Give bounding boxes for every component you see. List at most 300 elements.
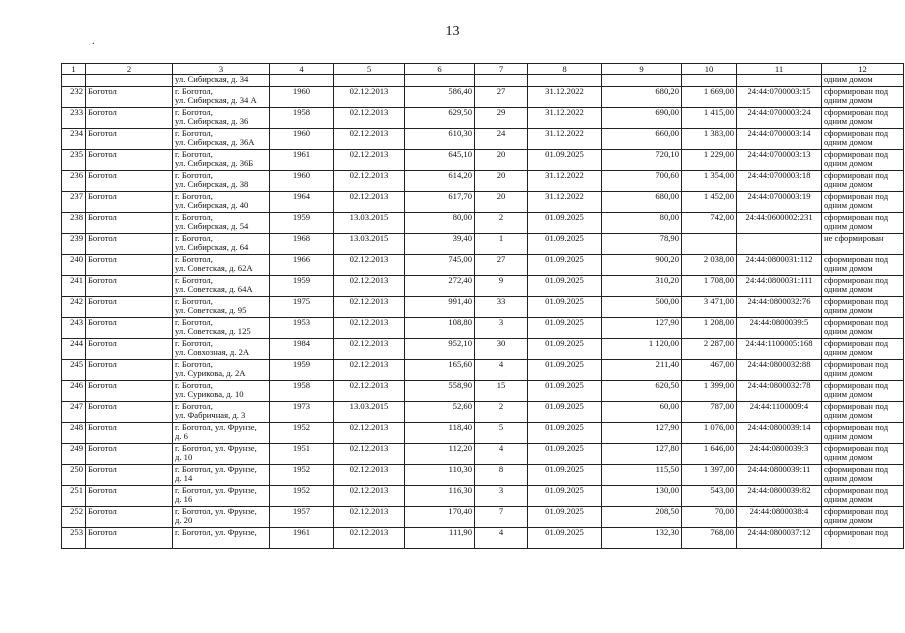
area-cell: 170,40	[405, 507, 475, 528]
row-number-cell: 244	[62, 339, 86, 360]
value-cell: 208,50	[602, 507, 682, 528]
date-cell: 02.12.2013	[334, 444, 405, 465]
address-cell	[173, 255, 270, 276]
status-line: сформирован под	[824, 296, 889, 306]
value-cell: 211,40	[602, 360, 682, 381]
area-cell: 111,90	[405, 528, 475, 549]
status-cell	[822, 318, 904, 339]
address-cell	[173, 381, 270, 402]
area-cell: 110,30	[405, 465, 475, 486]
status-line: одним домом	[824, 305, 873, 316]
address-line: ул. Сурикова, д. 10	[175, 389, 244, 400]
value-cell: 130,00	[602, 486, 682, 507]
status-line: сформирован под	[824, 380, 889, 390]
status-line: сформирован под	[824, 107, 889, 117]
row-number-cell: 243	[62, 318, 86, 339]
land-area-cell: 467,00	[682, 360, 737, 381]
cadastral-number-cell: 24:44:0800039:82	[737, 486, 822, 507]
status-cell	[822, 339, 904, 360]
status-line: одним домом	[824, 95, 873, 106]
row-number-cell: 252	[62, 507, 86, 528]
value-cell: 127,80	[602, 444, 682, 465]
column-header: 1	[62, 64, 86, 75]
year-cell: 1959	[270, 213, 334, 234]
cadastral-number-cell: 24:44:0800039:14	[737, 423, 822, 444]
year-cell: 1960	[270, 129, 334, 150]
locality-cell: Боготол	[86, 318, 173, 339]
area-cell: 165,60	[405, 360, 475, 381]
locality-cell: Боготол	[86, 486, 173, 507]
address-line: г. Боготол, ул. Фрунзе,	[175, 464, 257, 474]
year-cell: 1966	[270, 255, 334, 276]
row-number-cell: 248	[62, 423, 86, 444]
address-cell	[173, 171, 270, 192]
cadastral-number-cell: 24:44:1100005:168	[737, 339, 822, 360]
row-number-cell: 235	[62, 150, 86, 171]
address-line: ул. Советская, д. 125	[175, 326, 251, 337]
status-cell	[822, 276, 904, 297]
land-area-cell	[682, 234, 737, 255]
address-line: г. Боготол,	[175, 317, 213, 327]
status-line: сформирован под	[824, 254, 889, 264]
date-cell: 02.12.2013	[334, 171, 405, 192]
address-cell	[173, 339, 270, 360]
value-cell: 132,30	[602, 528, 682, 549]
date-cell: 02.12.2013	[334, 528, 405, 549]
table-row	[62, 318, 904, 339]
residents-cell: 2	[475, 213, 528, 234]
year-cell: 1951	[270, 444, 334, 465]
table-row	[62, 528, 904, 549]
value-cell: 720,10	[602, 150, 682, 171]
land-area-cell: 543,00	[682, 486, 737, 507]
address-line: ул. Сурикова, д. 2А	[175, 368, 246, 379]
locality-cell: Боготол	[86, 192, 173, 213]
residents-cell: 20	[475, 150, 528, 171]
date-cell: 02.12.2013	[334, 486, 405, 507]
year-cell: 1964	[270, 192, 334, 213]
table-row	[62, 192, 904, 213]
date-cell: 13.03.2015	[334, 402, 405, 423]
address-line: ул. Советская, д. 62А	[175, 263, 253, 274]
address-line: г. Боготол,	[175, 170, 213, 180]
table-row	[62, 255, 904, 276]
status-line: одним домом	[824, 116, 873, 127]
residents-cell: 20	[475, 192, 528, 213]
date-cell: 02.12.2013	[334, 507, 405, 528]
year-cell: 1952	[270, 423, 334, 444]
status-cell	[822, 108, 904, 129]
year-cell: 1958	[270, 381, 334, 402]
table-row	[62, 108, 904, 129]
status-cell	[822, 423, 904, 444]
year-cell: 1952	[270, 486, 334, 507]
status-line: не сформирован	[824, 233, 884, 243]
status-line: сформирован под	[824, 401, 889, 411]
land-area-cell: 3 471,00	[682, 297, 737, 318]
table-row	[62, 87, 904, 108]
residents-cell: 27	[475, 87, 528, 108]
status-cell	[822, 486, 904, 507]
area-cell: 108,80	[405, 318, 475, 339]
address-line: г. Боготол,	[175, 359, 213, 369]
status-line: сформирован под	[824, 128, 889, 138]
value-cell: 60,00	[602, 402, 682, 423]
row-number-cell: 247	[62, 402, 86, 423]
cadastral-number-cell: 24:44:0800032:78	[737, 381, 822, 402]
address-line: ул. Советская, д. 95	[175, 305, 247, 316]
status-cell	[822, 192, 904, 213]
residents-cell: 15	[475, 381, 528, 402]
status-cell	[822, 402, 904, 423]
area-cell: 645,10	[405, 150, 475, 171]
residents-cell: 27	[475, 255, 528, 276]
value-cell: 620,50	[602, 381, 682, 402]
housing-registry-table	[61, 63, 904, 549]
status-cell: одним домом	[822, 75, 904, 87]
cadastral-number-cell: 24:44:0800038:4	[737, 507, 822, 528]
residents-cell: 3	[475, 486, 528, 507]
address-line: ул. Сибирская, д. 54	[175, 221, 249, 232]
value-cell: 310,20	[602, 276, 682, 297]
status-cell	[822, 150, 904, 171]
address-cell	[173, 507, 270, 528]
status-line: сформирован под	[824, 212, 889, 222]
column-header: 3	[173, 64, 270, 75]
status-line: одним домом	[824, 221, 873, 232]
status-line: одним домом	[824, 431, 873, 442]
cadastral-number-cell: 24:44:0800031:111	[737, 276, 822, 297]
address-line: ул. Сибирская, д. 36Б	[175, 158, 254, 169]
residents-cell: 3	[475, 318, 528, 339]
address-cell	[173, 213, 270, 234]
address-cell	[173, 360, 270, 381]
table-row	[62, 234, 904, 255]
locality-cell: Боготол	[86, 402, 173, 423]
page-number: 13	[445, 24, 460, 39]
cadastral-number-cell: 24:44:1100009:4	[737, 402, 822, 423]
address-line: ул. Фабричная, д. 3	[175, 410, 246, 421]
status-line: одним домом	[824, 473, 873, 484]
locality-cell: Боготол	[86, 465, 173, 486]
address-cell	[173, 318, 270, 339]
area-cell: 617,70	[405, 192, 475, 213]
stray-mark: .	[92, 36, 95, 47]
address-line: г. Боготол,	[175, 296, 213, 306]
term-date-cell: 01.09.2025	[528, 360, 602, 381]
status-line: сформирован под	[824, 86, 889, 96]
locality-cell: Боготол	[86, 213, 173, 234]
year-cell: 1984	[270, 339, 334, 360]
cadastral-number-cell: 24:44:0600002:231	[737, 213, 822, 234]
date-cell: 02.12.2013	[334, 276, 405, 297]
area-cell: 610,30	[405, 129, 475, 150]
value-cell: 700,60	[602, 171, 682, 192]
land-area-cell: 742,00	[682, 213, 737, 234]
table-row	[62, 171, 904, 192]
status-cell	[822, 87, 904, 108]
term-date-cell: 31.12.2022	[528, 192, 602, 213]
address-line: г. Боготол, ул. Фрунзе,	[175, 506, 257, 516]
date-cell: 13.03.2015	[334, 213, 405, 234]
value-cell: 78,90	[602, 234, 682, 255]
row-number-cell: 239	[62, 234, 86, 255]
cadastral-number-cell: 24:44:0800037:12	[737, 528, 822, 549]
address-cell	[173, 192, 270, 213]
status-line: сформирован под	[824, 506, 889, 516]
address-line: д. 10	[175, 452, 193, 463]
value-cell: 680,00	[602, 192, 682, 213]
term-date-cell: 31.12.2022	[528, 171, 602, 192]
residents-cell: 7	[475, 507, 528, 528]
address-line: г. Боготол,	[175, 380, 213, 390]
locality-cell: Боготол	[86, 444, 173, 465]
row-number-cell: 232	[62, 87, 86, 108]
cadastral-number-cell: 24:44:0700003:13	[737, 150, 822, 171]
cadastral-number-cell: 24:44:0800031:112	[737, 255, 822, 276]
status-line: одним домом	[824, 263, 873, 274]
address-line: г. Боготол,	[175, 191, 213, 201]
address-line: д. 16	[175, 494, 193, 505]
address-line: д. 6	[175, 431, 188, 442]
land-area-cell: 1 208,00	[682, 318, 737, 339]
status-line: одним домом	[824, 200, 873, 211]
status-line: сформирован под	[824, 527, 889, 537]
row-number-cell: 236	[62, 171, 86, 192]
locality-cell: Боготол	[86, 150, 173, 171]
status-cell	[822, 297, 904, 318]
value-cell: 127,90	[602, 423, 682, 444]
value-cell: 115,50	[602, 465, 682, 486]
address-line: г. Боготол,	[175, 212, 213, 222]
area-cell: 586,40	[405, 87, 475, 108]
date-cell: 02.12.2013	[334, 318, 405, 339]
row-number-cell: 242	[62, 297, 86, 318]
table-row	[62, 507, 904, 528]
year-cell: 1975	[270, 297, 334, 318]
area-cell: 745,00	[405, 255, 475, 276]
date-cell: 02.12.2013	[334, 192, 405, 213]
status-cell	[822, 234, 904, 255]
address-line: ул. Сибирская, д. 36	[175, 116, 249, 127]
address-cell	[173, 276, 270, 297]
cadastral-number-cell: 24:44:0800039:5	[737, 318, 822, 339]
status-line: одним домом	[824, 368, 873, 379]
area-cell: 614,20	[405, 171, 475, 192]
value-cell: 500,00	[602, 297, 682, 318]
date-cell: 02.12.2013	[334, 381, 405, 402]
status-cell	[822, 444, 904, 465]
term-date-cell: 01.09.2025	[528, 444, 602, 465]
status-line: одним домом	[824, 179, 873, 190]
status-line: одним домом	[824, 326, 873, 337]
residents-cell: 9	[475, 276, 528, 297]
locality-cell: Боготол	[86, 423, 173, 444]
locality-cell: Боготол	[86, 507, 173, 528]
term-date-cell: 01.09.2025	[528, 402, 602, 423]
status-cell	[822, 129, 904, 150]
address-line: г. Боготол,	[175, 401, 213, 411]
address-line: г. Боготол,	[175, 275, 213, 285]
row-number-cell: 249	[62, 444, 86, 465]
cadastral-number-cell: 24:44:0700003:15	[737, 87, 822, 108]
address-cell	[173, 528, 270, 549]
date-cell: 02.12.2013	[334, 150, 405, 171]
locality-cell: Боготол	[86, 297, 173, 318]
cadastral-number-cell: 24:44:0800032:76	[737, 297, 822, 318]
address-line: г. Боготол, ул. Фрунзе,	[175, 422, 257, 432]
address-line: г. Боготол,	[175, 86, 213, 96]
land-area-cell: 70,00	[682, 507, 737, 528]
status-cell	[822, 528, 904, 549]
column-header: 9	[602, 64, 682, 75]
land-area-cell: 787,00	[682, 402, 737, 423]
row-number-cell: 234	[62, 129, 86, 150]
land-area-cell: 1 646,00	[682, 444, 737, 465]
column-header: 2	[86, 64, 173, 75]
locality-cell: Боготол	[86, 234, 173, 255]
address-line: ул. Совхозная, д. 2А	[175, 347, 250, 358]
cadastral-number-cell: 24:44:0700003:18	[737, 171, 822, 192]
date-cell: 02.12.2013	[334, 108, 405, 129]
land-area-cell: 1 399,00	[682, 381, 737, 402]
area-cell: 118,40	[405, 423, 475, 444]
column-header: 5	[334, 64, 405, 75]
status-line: одним домом	[824, 284, 873, 295]
row-number-cell: 233	[62, 108, 86, 129]
residents-cell: 8	[475, 465, 528, 486]
cadastral-number-cell	[737, 234, 822, 255]
term-date-cell: 01.09.2025	[528, 528, 602, 549]
cadastral-number-cell: 24:44:0800032:88	[737, 360, 822, 381]
term-date-cell: 31.12.2022	[528, 108, 602, 129]
area-cell: 39,40	[405, 234, 475, 255]
cadastral-number-cell: 24:44:0700003:19	[737, 192, 822, 213]
table-row	[62, 465, 904, 486]
status-line: сформирован под	[824, 191, 889, 201]
column-header: 4	[270, 64, 334, 75]
term-date-cell: 01.09.2025	[528, 465, 602, 486]
date-cell: 02.12.2013	[334, 255, 405, 276]
term-date-cell: 01.09.2025	[528, 150, 602, 171]
land-area-cell: 1 397,00	[682, 465, 737, 486]
address-line: г. Боготол, ул. Фрунзе,	[175, 485, 257, 495]
residents-cell: 20	[475, 171, 528, 192]
year-cell: 1953	[270, 318, 334, 339]
address-line: г. Боготол,	[175, 128, 213, 138]
status-line: сформирован под	[824, 443, 889, 453]
year-cell: 1960	[270, 87, 334, 108]
column-header: 7	[475, 64, 528, 75]
date-cell: 02.12.2013	[334, 423, 405, 444]
locality-cell: Боготол	[86, 108, 173, 129]
row-number-cell: 245	[62, 360, 86, 381]
status-line: одним домом	[824, 410, 873, 421]
table-row	[62, 276, 904, 297]
address-cell	[173, 297, 270, 318]
date-cell: 02.12.2013	[334, 465, 405, 486]
address-line: ул. Сибирская, д. 36А	[175, 137, 255, 148]
locality-cell: Боготол	[86, 528, 173, 549]
table-row	[62, 444, 904, 465]
area-cell: 272,40	[405, 276, 475, 297]
status-line: сформирован под	[824, 275, 889, 285]
value-cell: 900,20	[602, 255, 682, 276]
address-line: ул. Сибирская, д. 64	[175, 242, 249, 253]
address-cell	[173, 444, 270, 465]
address-line: г. Боготол,	[175, 254, 213, 264]
term-date-cell: 01.09.2025	[528, 507, 602, 528]
address-cell	[173, 486, 270, 507]
status-line: одним домом	[824, 452, 873, 463]
value-cell: 690,00	[602, 108, 682, 129]
status-cell	[822, 255, 904, 276]
year-cell: 1961	[270, 528, 334, 549]
table-row	[62, 150, 904, 171]
status-line: сформирован под	[824, 422, 889, 432]
status-cell	[822, 381, 904, 402]
address-line: ул. Советская, д. 64А	[175, 284, 253, 295]
year-cell: 1959	[270, 360, 334, 381]
status-cell	[822, 465, 904, 486]
area-cell: 629,50	[405, 108, 475, 129]
cadastral-number-cell: 24:44:0700003:14	[737, 129, 822, 150]
status-line: сформирован под	[824, 170, 889, 180]
residents-cell: 2	[475, 402, 528, 423]
area-cell: 952,10	[405, 339, 475, 360]
date-cell: 02.12.2013	[334, 360, 405, 381]
status-line: сформирован под	[824, 464, 889, 474]
date-cell: 02.12.2013	[334, 129, 405, 150]
row-number-cell: 251	[62, 486, 86, 507]
year-cell: 1952	[270, 465, 334, 486]
table-row	[62, 381, 904, 402]
address-cell	[173, 402, 270, 423]
land-area-cell: 1 229,00	[682, 150, 737, 171]
locality-cell: Боготол	[86, 276, 173, 297]
address-line: г. Боготол, ул. Фрунзе,	[175, 443, 257, 453]
address-line: г. Боготол, ул. Фрунзе,	[175, 527, 257, 537]
row-number-cell: 246	[62, 381, 86, 402]
address-cell	[173, 234, 270, 255]
table-row	[62, 339, 904, 360]
address-cell	[173, 129, 270, 150]
locality-cell: Боготол	[86, 339, 173, 360]
status-cell	[822, 507, 904, 528]
locality-cell: Боготол	[86, 87, 173, 108]
term-date-cell: 01.09.2025	[528, 318, 602, 339]
land-area-cell: 1 708,00	[682, 276, 737, 297]
status-cell	[822, 360, 904, 381]
residents-cell: 24	[475, 129, 528, 150]
table-row	[62, 486, 904, 507]
residents-cell: 33	[475, 297, 528, 318]
area-cell: 116,30	[405, 486, 475, 507]
column-header: 6	[405, 64, 475, 75]
year-cell: 1973	[270, 402, 334, 423]
area-cell: 80,00	[405, 213, 475, 234]
status-line: сформирован под	[824, 359, 889, 369]
address-line: д. 20	[175, 515, 193, 526]
row-number-cell: 250	[62, 465, 86, 486]
table-row	[62, 297, 904, 318]
address-cell	[173, 108, 270, 129]
term-date-cell: 01.09.2025	[528, 213, 602, 234]
status-line: одним домом	[824, 347, 873, 358]
land-area-cell: 1 669,00	[682, 87, 737, 108]
term-date-cell: 01.09.2025	[528, 381, 602, 402]
row-number-cell: 241	[62, 276, 86, 297]
